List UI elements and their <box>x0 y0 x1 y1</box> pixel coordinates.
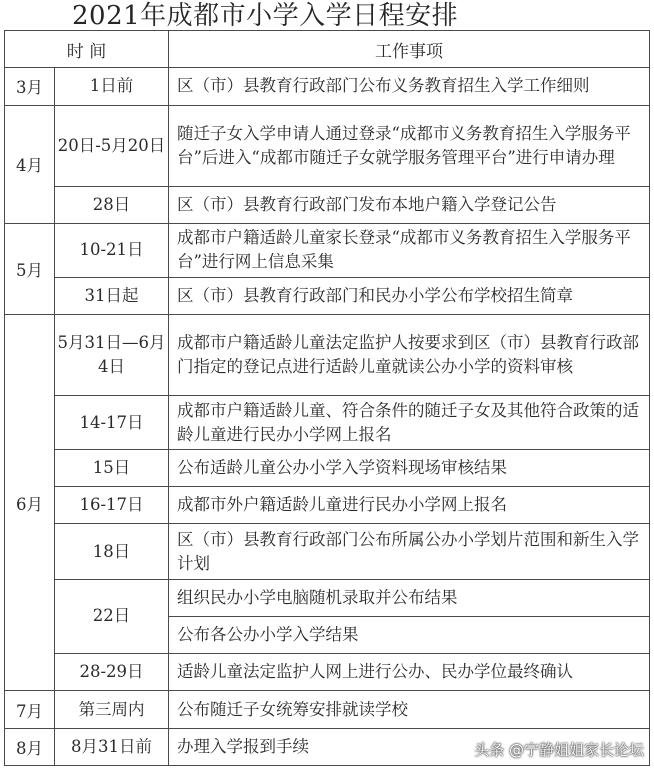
task-cell: 区（市）县教育行政部门公布义务教育招生入学工作细则 <box>169 68 650 105</box>
page-title: 2021年成都市小学入学日程安排 <box>72 1 459 31</box>
task-cell: 组织民办小学电脑随机录取并公布结果 <box>169 579 650 616</box>
date-cell: 22日 <box>55 579 169 654</box>
table-row <box>5 449 650 486</box>
table-header-row <box>5 31 650 68</box>
header-task: 工作事项 <box>169 31 650 68</box>
date-cell: 28日 <box>55 187 169 224</box>
date-cell: 14-17日 <box>55 396 169 449</box>
table-row <box>5 487 650 524</box>
task-cell: 公布随迁子女统筹安排就读学校 <box>169 691 650 728</box>
watermark: 头条 @宁静姐姐家长论坛 <box>474 741 644 759</box>
table-row <box>5 579 650 616</box>
table-row <box>5 277 650 314</box>
date-cell: 28-29日 <box>55 654 169 691</box>
month-cell: 3月 <box>5 68 55 105</box>
task-cell: 区（市）县教育行政部门发布本地户籍入学登记公告 <box>169 187 650 224</box>
date-cell: 第三周内 <box>55 691 169 728</box>
task-cell: 公布适龄儿童公办小学入学资料现场审核结果 <box>169 449 650 486</box>
task-cell: 成都市户籍适龄儿童法定监护人按要求到区（市）县教育行政部门指定的登记点进行适龄儿童就读公办小学的资料审核 <box>169 314 650 396</box>
task-cell: 区（市）县教育行政部门和民办小学公布学校招生简章 <box>169 277 650 314</box>
table-row <box>5 691 650 728</box>
month-cell: 4月 <box>5 105 55 224</box>
date-cell: 16-17日 <box>55 487 169 524</box>
table-row <box>5 654 650 691</box>
table-row <box>5 314 650 396</box>
header-time: 时 间 <box>5 31 169 68</box>
task-cell: 公布各公办小学入学结果 <box>169 616 650 653</box>
date-cell: 1日前 <box>55 68 169 105</box>
task-cell: 随迁子女入学申请人通过登录“成都市义务教育招生入学服务平台”后进入“成都市随迁子女就学服务管理平台”进行申请办理 <box>169 105 650 187</box>
month-cell: 5月 <box>5 224 55 315</box>
date-cell: 31日起 <box>55 277 169 314</box>
task-cell: 成都市户籍适龄儿童家长登录“成都市义务教育招生入学服务平台”进行网上信息采集 <box>169 224 650 277</box>
table-row <box>5 68 650 105</box>
task-cell: 区（市）县教育行政部门公布所属公办小学划片范围和新生入学计划 <box>169 524 650 579</box>
table-row <box>5 224 650 277</box>
table-row <box>5 524 650 579</box>
table-row <box>5 187 650 224</box>
table-row <box>5 396 650 449</box>
month-cell: 7月 <box>5 691 55 728</box>
date-cell: 5月31日—6月4日 <box>55 314 169 396</box>
table-row <box>5 105 650 187</box>
task-cell: 成都市外户籍适龄儿童进行民办小学网上报名 <box>169 487 650 524</box>
date-cell: 15日 <box>55 449 169 486</box>
date-cell: 10-21日 <box>55 224 169 277</box>
month-cell: 8月 <box>5 728 55 765</box>
task-cell: 适龄儿童法定监护人网上进行公办、民办学位最终确认 <box>169 654 650 691</box>
schedule-table <box>4 30 650 766</box>
date-cell: 8月31日前 <box>55 728 169 765</box>
month-cell: 6月 <box>5 314 55 691</box>
date-cell: 20日-5月20日 <box>55 105 169 187</box>
task-cell: 成都市户籍适龄儿童、符合条件的随迁子女及其他符合政策的适龄儿童进行民办小学网上报名 <box>169 396 650 449</box>
task-cell: 办理入学报到手续 <box>169 728 650 765</box>
date-cell: 18日 <box>55 524 169 579</box>
